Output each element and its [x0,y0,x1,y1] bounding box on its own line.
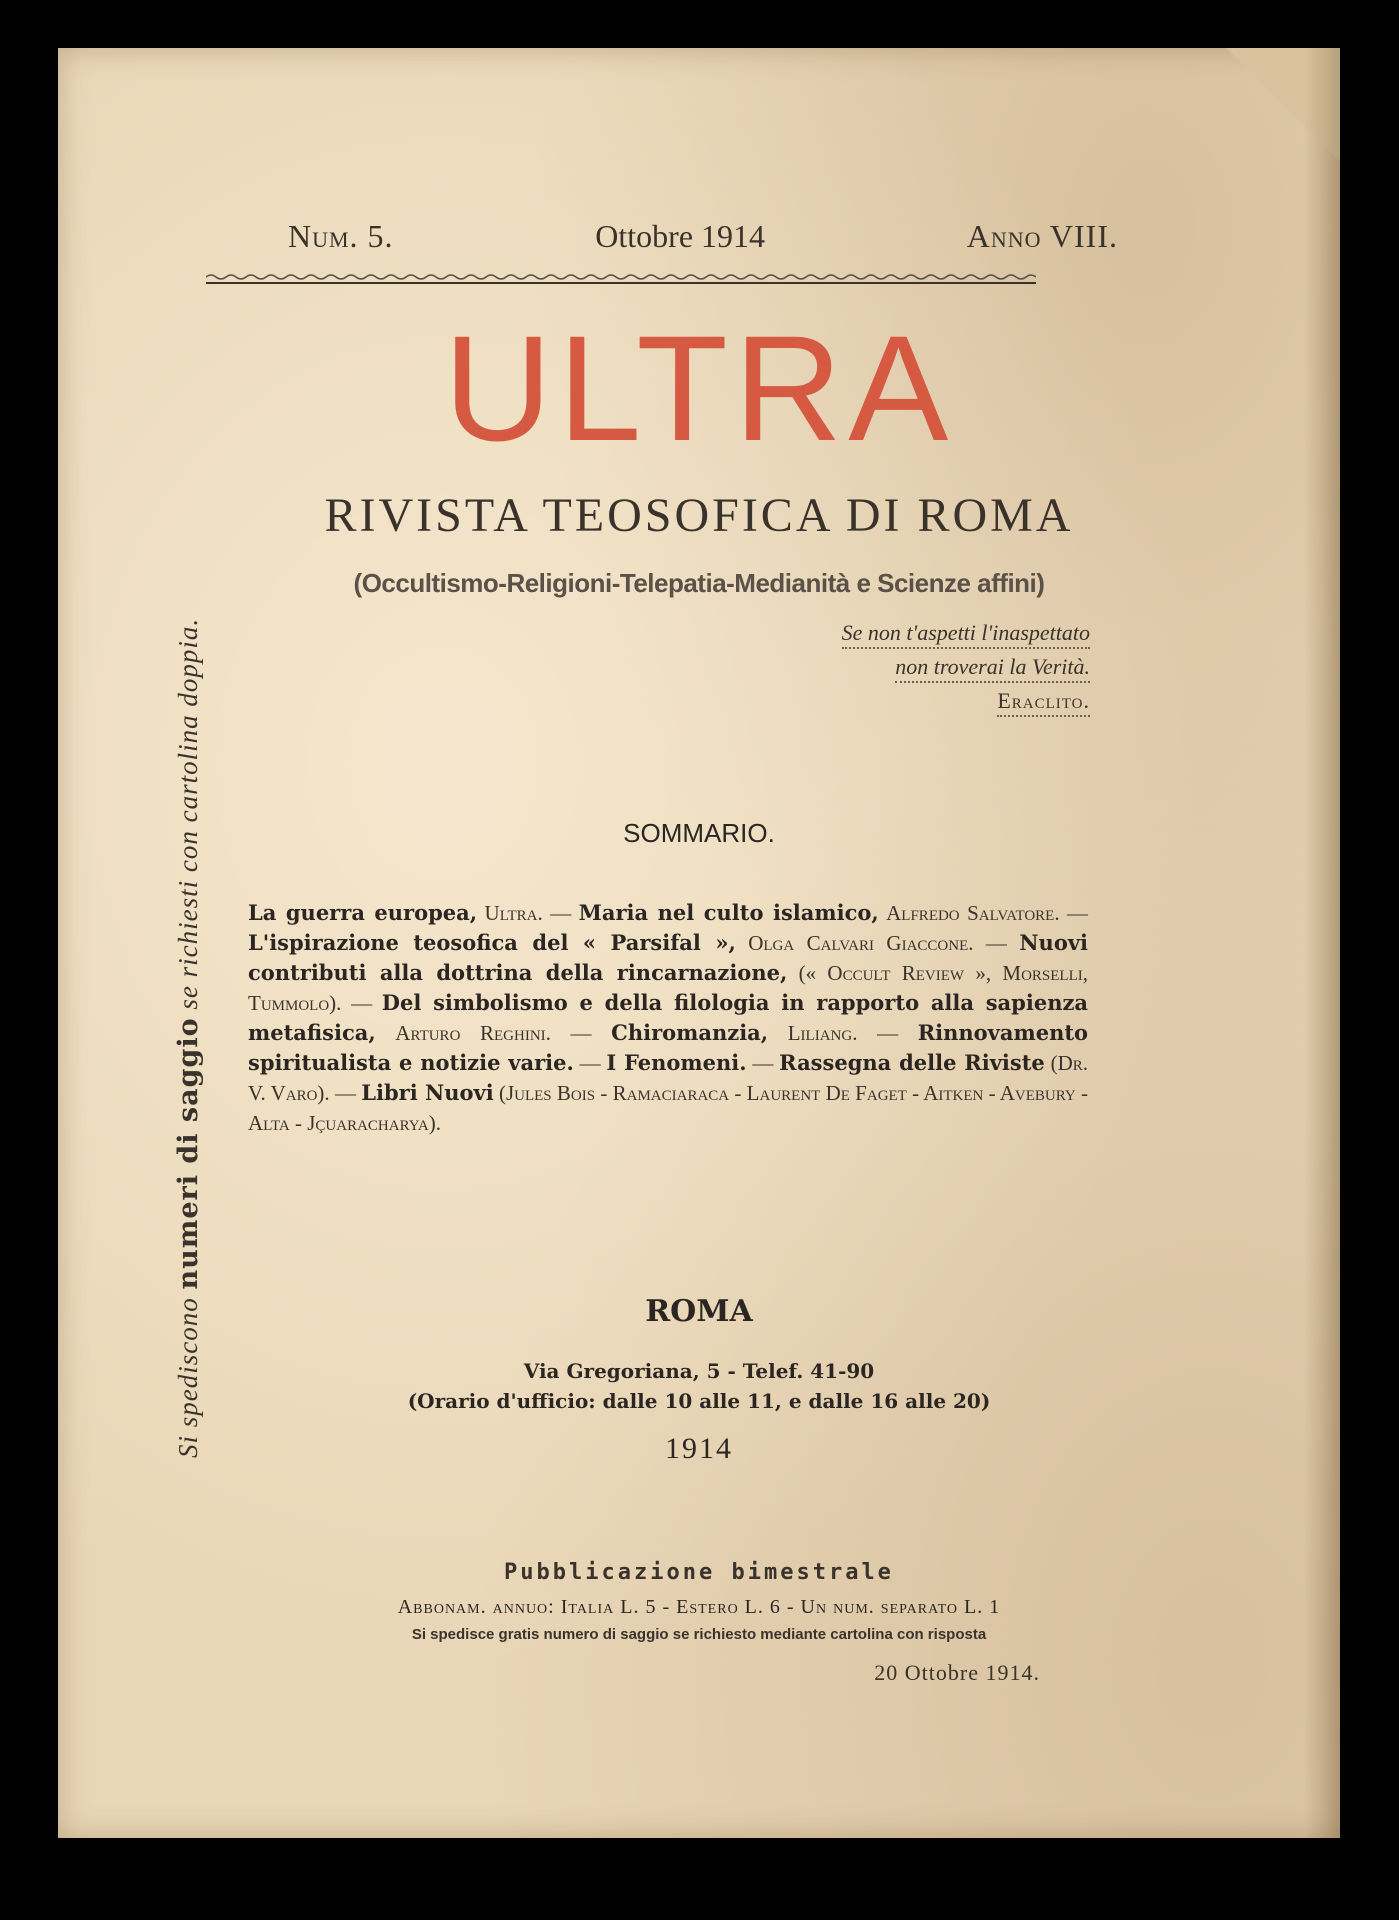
issue-date: Ottobre 1914 [595,218,766,254]
contents-item-title: Rinnovamento spiritualista e notizie varie. [248,1020,1089,1075]
contents-item-author: Liliang. [787,1021,858,1045]
issue-header [288,218,1118,255]
side-note-part-1: Si spediscono [173,1297,203,1458]
side-note-bold: numeri di saggio [173,1017,204,1290]
contents-item-author: Arturo Reghini. [395,1021,551,1045]
imprint-year: 1914 [665,1432,733,1465]
contents-item-author: Alfredo Salvatore. [886,901,1060,925]
subscription-info: Abbonam. annuo: Italia L. 5 - Estero L. 6 - Un num. separato L. 1 [397,1596,1001,1618]
contents-item-title: Chiromanzia, [611,1020,769,1045]
magazine-themes: (Occultismo-Religioni-Telepatia-Medianità e Scienze affini) [353,568,1045,598]
contents-item-author: (Jules Bois - Ramaciaraca - Laurent De Faget - Aitken - Avebury - Alta - Jçuaracharya). [248,1081,1089,1135]
epigraph [730,616,1090,718]
contents-list: La guerra europea, Ultra. — Maria nel culto islamico, Alfredo Salvatore. — L'ispirazione teosofica del « Parsifal », Olga Calvari Giaccone. — Nuovi contributi alla dottrina della rincarnazione, (« Occult Review », Morselli, Tummolo). — Del simbolismo e della filologia in rapporto alla sapienza metafisica, Arturo Reghini. — Chiromanzia, Liliang. — Rinnovamento spiritualista e notizie varie. — I Fenomeni. — Rassegna delle Riviste (Dr. V. Varo). — Libri Nuovi (Jules Bois - Ramaciaraca - Laurent De Faget - Aitken - Avebury - Alta - Jçuaracharya). [248,900,1089,1135]
wavy-rule [206,273,1036,285]
contents-item-title: Rassegna delle Riviste [779,1050,1045,1075]
magazine-subtitle: RIVISTA TEOSOFICA DI ROMA [324,489,1074,542]
contents-item-title: Del simbolismo e della filologia in rapporto alla sapienza metafisica, [248,990,1088,1045]
epigraph-line-2: non troverai la Verità. [895,654,1090,683]
publication-frequency: Pubblicazione bimestrale [504,1560,894,1585]
imprint-hours: (Orario d'ufficio: dalle 10 alle 11, e dalle 16 alle 20) [407,1389,991,1413]
contents-item-title: Libri Nuovi [361,1080,494,1105]
contents-heading: SOMMARIO. [623,818,775,848]
imprint-address-block [58,1356,1340,1416]
epigraph-line-1: Se non t'aspetti l'inaspettato [842,620,1090,649]
magazine-title: ULTRA [443,304,955,472]
issue-year: Anno VIII. [966,218,1118,254]
contents-item-title: Nuovi contributi alla dottrina della rincarnazione, [248,930,1089,985]
sample-issue-note: Si spedisce gratis numero di saggio se richiesto mediante cartolina con risposta [411,1626,987,1643]
contents-item-title: I Fenomeni. [606,1050,747,1075]
issue-release-date: 20 Ottobre 1914. [874,1660,1040,1685]
contents-item-title: Maria nel culto islamico, [578,900,879,925]
epigraph-author: Eraclito. [997,688,1090,717]
contents-item-author: (« Occult Review », Morselli, Tummolo). [248,961,1089,1015]
imprint-address: Via Gregoriana, 5 - Telef. 41-90 [523,1359,875,1383]
contents-item-author: (Dr. V. Varo). [248,1051,1088,1105]
magazine-cover [58,48,1340,1838]
imprint-city: ROMA [645,1294,753,1329]
contents-item-author: Olga Calvari Giaccone. [748,931,974,955]
contents-item-author: Ultra. [484,901,543,925]
contents-item-title: La guerra europea, [248,900,478,925]
issue-number: Num. 5. [288,218,394,254]
contents-item-title: L'ispirazione teosofica del « Parsifal », [248,930,736,955]
side-note-part-2: se richiesti con cartolina doppia. [173,617,203,1010]
